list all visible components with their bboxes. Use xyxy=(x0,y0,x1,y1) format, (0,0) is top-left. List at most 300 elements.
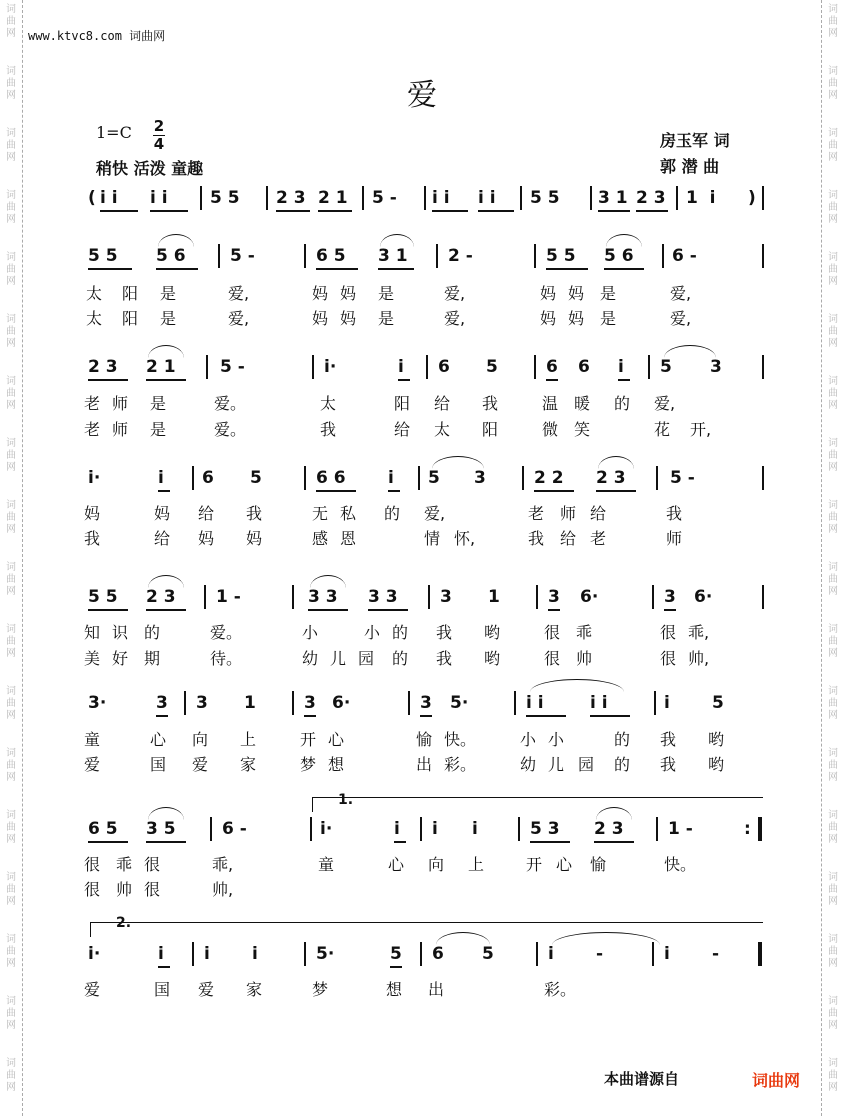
intro-paren-close: ) xyxy=(748,188,756,208)
watermark-glyph: 曲 xyxy=(6,636,16,647)
note: i i xyxy=(590,693,608,713)
watermark-glyph: 网 xyxy=(6,958,16,969)
watermark-glyph: 曲 xyxy=(828,264,838,275)
lyric: 给 xyxy=(560,529,577,548)
lyric: 很 xyxy=(544,649,561,668)
lyric: 幼 xyxy=(520,755,537,774)
staff-row-4 xyxy=(0,587,844,607)
watermark-glyph: 曲 xyxy=(828,822,838,833)
footer-brand-logo[interactable]: 词曲网 xyxy=(752,1071,801,1090)
note: 6 xyxy=(578,357,590,377)
watermark-glyph: 曲 xyxy=(828,140,838,151)
lyric: 爱, xyxy=(654,394,676,413)
watermark-glyph: 词 xyxy=(828,128,838,139)
lyric: 师 xyxy=(112,394,129,413)
note: 5 - xyxy=(220,357,245,377)
watermark-glyph: 网 xyxy=(6,834,16,845)
watermark-glyph: 曲 xyxy=(6,574,16,585)
watermark-glyph: 词 xyxy=(6,500,16,511)
note: 3· xyxy=(88,693,107,713)
watermark-glyph: 网 xyxy=(6,710,16,721)
watermark-glyph: 网 xyxy=(828,1020,838,1031)
watermark-glyph: 网 xyxy=(828,1082,838,1093)
watermark-glyph: 词 xyxy=(6,686,16,697)
note: 6 xyxy=(546,357,558,377)
volta-2-bracket xyxy=(90,922,763,937)
note: 6 - xyxy=(222,819,247,839)
lyric: 是 xyxy=(150,420,167,439)
repeat-sign: : xyxy=(744,819,751,839)
note: 5 3 xyxy=(530,819,560,839)
note: 2 3 xyxy=(88,357,118,377)
watermark-glyph: 词 xyxy=(828,438,838,449)
footer-source-note: 本曲谱源自 xyxy=(604,1070,680,1088)
lyric: 帅 xyxy=(116,880,133,899)
note: i xyxy=(158,468,164,488)
staff-row-5 xyxy=(0,693,844,713)
lyric: 帅, xyxy=(688,649,710,668)
lyric: 爱。 xyxy=(214,420,247,439)
note: 3 xyxy=(710,357,722,377)
note: 5 5 xyxy=(88,587,118,607)
note: 5· xyxy=(316,944,335,964)
watermark-glyph: 网 xyxy=(828,462,838,473)
staff-row-3 xyxy=(0,468,844,488)
lyric: 恩 xyxy=(340,529,357,548)
watermark-glyph: 网 xyxy=(6,524,16,535)
lyric: 哟 xyxy=(708,755,725,774)
watermark-glyph: 曲 xyxy=(6,946,16,957)
lyric: 妈 xyxy=(312,284,329,303)
lyric: 帅, xyxy=(212,880,234,899)
watermark-glyph: 词 xyxy=(6,4,16,15)
note: i xyxy=(618,357,624,377)
watermark-glyph: 网 xyxy=(828,152,838,163)
tempo-marking: 稍快 活泼 童趣 xyxy=(96,159,204,178)
intro-paren-open: ( xyxy=(88,188,96,208)
lyric: 小 xyxy=(520,730,537,749)
note: 3 xyxy=(156,693,168,713)
lyric: 想 xyxy=(386,980,403,999)
lyric: 乖 xyxy=(576,623,593,642)
lyric: 国 xyxy=(154,980,171,999)
note: i xyxy=(394,819,400,839)
lyric: 心 xyxy=(556,855,573,874)
lyric: 妈 xyxy=(568,284,585,303)
note: i i xyxy=(100,188,118,208)
note: i xyxy=(664,693,670,713)
song-title: 爱 xyxy=(407,78,437,113)
lyric: 国 xyxy=(150,755,167,774)
note: 2 - xyxy=(448,246,473,266)
watermark-glyph: 词 xyxy=(828,934,838,945)
note: 3 3 xyxy=(308,587,338,607)
watermark-glyph: 曲 xyxy=(828,946,838,957)
volta-2-label: 2. xyxy=(116,915,132,931)
lyric: 是 xyxy=(150,394,167,413)
note: 2 2 xyxy=(534,468,564,488)
lyric: 无 xyxy=(312,504,329,523)
lyric: 出 xyxy=(416,755,433,774)
lyric: 爱 xyxy=(192,755,209,774)
note: 1 i xyxy=(686,188,716,208)
watermark-glyph: 词 xyxy=(6,748,16,759)
lyric: 很 xyxy=(660,623,677,642)
watermark-glyph: 词 xyxy=(6,190,16,201)
note: 2 3 xyxy=(596,468,626,488)
lyric: 童 xyxy=(318,855,335,874)
note: i· xyxy=(88,944,101,964)
lyric: 园 xyxy=(358,649,375,668)
lyric: 太 xyxy=(320,394,337,413)
lyric: 阳 xyxy=(122,284,139,303)
note: 1 xyxy=(244,693,256,713)
note: 3 xyxy=(548,587,560,607)
lyric: 老 xyxy=(528,504,545,523)
lyric: 开 xyxy=(526,855,543,874)
note: 2 3 xyxy=(636,188,666,208)
watermark-glyph: 网 xyxy=(6,896,16,907)
lyric-row-3a xyxy=(0,504,844,523)
lyric: 心 xyxy=(388,855,405,874)
watermark-glyph: 网 xyxy=(828,958,838,969)
key-signature: 1=C xyxy=(96,123,132,142)
lyric: 我 xyxy=(660,730,677,749)
lyric-row-2b xyxy=(0,420,844,439)
lyric: 给 xyxy=(434,394,451,413)
lyric: 哟 xyxy=(484,623,501,642)
staff-row-7 xyxy=(0,944,844,964)
watermark-glyph: 网 xyxy=(828,648,838,659)
lyric: 想 xyxy=(328,755,345,774)
watermark-glyph: 曲 xyxy=(6,202,16,213)
lyric: 上 xyxy=(240,730,257,749)
lyric: 开 xyxy=(300,730,317,749)
note: 2 3 xyxy=(276,188,306,208)
lyric: 心 xyxy=(150,730,167,749)
lyric: 给 xyxy=(590,504,607,523)
lyric: 爱, xyxy=(424,504,446,523)
watermark-glyph: 词 xyxy=(6,996,16,1007)
lyric: 家 xyxy=(240,755,257,774)
note: i· xyxy=(88,468,101,488)
watermark-glyph: 曲 xyxy=(828,388,838,399)
watermark-glyph: 网 xyxy=(828,772,838,783)
note: 5 6 xyxy=(604,246,634,266)
watermark-glyph: 词 xyxy=(6,252,16,263)
lyric: 妈 xyxy=(198,529,215,548)
note: i xyxy=(548,944,554,964)
note: - xyxy=(712,944,720,964)
lyric: 出 xyxy=(428,980,445,999)
lyric: 梦 xyxy=(300,755,317,774)
watermark-glyph: 词 xyxy=(828,562,838,573)
lyric: 向 xyxy=(428,855,445,874)
watermark-glyph: 曲 xyxy=(6,450,16,461)
note: i xyxy=(204,944,210,964)
lyric: 爱 xyxy=(198,980,215,999)
lyric: 情 xyxy=(424,529,441,548)
watermark-glyph: 词 xyxy=(6,934,16,945)
lyric: 我 xyxy=(666,504,683,523)
note: 2 1 xyxy=(146,357,176,377)
note: 3 3 xyxy=(368,587,398,607)
watermark-glyph: 网 xyxy=(828,276,838,287)
lyric: 童 xyxy=(84,730,101,749)
lyric: 师 xyxy=(112,420,129,439)
lyric: 的 xyxy=(144,623,161,642)
watermark-glyph: 网 xyxy=(6,1082,16,1093)
lyric: 园 xyxy=(578,755,595,774)
note: i xyxy=(398,357,404,377)
staff-row-6 xyxy=(0,819,844,839)
site-watermark[interactable]: www.ktvc8.com 词曲网 xyxy=(28,29,166,43)
watermark-glyph: 网 xyxy=(828,896,838,907)
watermark-glyph: 词 xyxy=(6,1058,16,1069)
lyric: 是 xyxy=(378,284,395,303)
watermark-glyph: 曲 xyxy=(828,636,838,647)
lyric: 好 xyxy=(112,649,129,668)
note: 5 5 xyxy=(210,188,240,208)
left-watermark-strip xyxy=(0,0,23,1116)
lyric: 彩。 xyxy=(544,980,577,999)
lyric: 儿 xyxy=(330,649,347,668)
time-top: 2 xyxy=(153,117,165,135)
watermark-glyph: 网 xyxy=(6,586,16,597)
watermark-glyph: 网 xyxy=(6,772,16,783)
lyric: 快。 xyxy=(444,730,477,749)
lyric: 温 xyxy=(542,394,559,413)
note: 5 6 xyxy=(156,246,186,266)
note: 5 xyxy=(390,944,402,964)
lyric: 老 xyxy=(84,420,101,439)
note: 5 xyxy=(482,944,494,964)
lyric: 太 xyxy=(434,420,451,439)
watermark-glyph: 词 xyxy=(828,810,838,821)
watermark-glyph: 曲 xyxy=(828,1070,838,1081)
lyric: 哟 xyxy=(484,649,501,668)
lyric: 微 xyxy=(542,420,559,439)
note: i xyxy=(664,944,670,964)
lyric: 爱。 xyxy=(210,623,243,642)
volta-1-bracket xyxy=(312,797,763,812)
lyric-row-1a xyxy=(0,284,844,303)
lyric: 太 xyxy=(86,309,103,328)
watermark-glyph: 词 xyxy=(6,624,16,635)
note: 2 3 xyxy=(594,819,624,839)
note: i xyxy=(252,944,258,964)
lyric: 幼 xyxy=(302,649,319,668)
watermark-glyph: 网 xyxy=(828,28,838,39)
note: 3 xyxy=(304,693,316,713)
lyric: 梦 xyxy=(312,980,329,999)
watermark-glyph: 曲 xyxy=(828,16,838,27)
note: 6 xyxy=(202,468,214,488)
note: 3 xyxy=(420,693,432,713)
watermark-glyph: 曲 xyxy=(6,140,16,151)
lyric: 是 xyxy=(600,309,617,328)
watermark-glyph: 词 xyxy=(6,66,16,77)
note: i i xyxy=(478,188,496,208)
note: 6 5 xyxy=(316,246,346,266)
watermark-glyph: 词 xyxy=(828,748,838,759)
lyric: 笑 xyxy=(574,420,591,439)
lyric: 很 xyxy=(84,855,101,874)
watermark-glyph: 网 xyxy=(6,90,16,101)
watermark-glyph: 词 xyxy=(828,624,838,635)
watermark-glyph: 曲 xyxy=(6,698,16,709)
watermark-glyph: 网 xyxy=(828,214,838,225)
watermark-glyph: 网 xyxy=(828,400,838,411)
lyric: 儿 xyxy=(548,755,565,774)
watermark-glyph: 曲 xyxy=(828,698,838,709)
lyric: 我 xyxy=(436,649,453,668)
watermark-glyph: 网 xyxy=(6,214,16,225)
note: 6 6 xyxy=(316,468,346,488)
note: i xyxy=(388,468,394,488)
lyric: 阳 xyxy=(482,420,499,439)
note: 3 xyxy=(664,587,676,607)
watermark-glyph: 曲 xyxy=(6,512,16,523)
lyric: 爱, xyxy=(670,309,692,328)
lyric: 阳 xyxy=(394,394,411,413)
lyric: 暖 xyxy=(574,394,591,413)
note: 6· xyxy=(694,587,713,607)
lyric-row-3b xyxy=(0,529,844,548)
note: 2 3 xyxy=(146,587,176,607)
lyric: 美 xyxy=(84,649,101,668)
lyric: 妈 xyxy=(340,284,357,303)
staff-row-1 xyxy=(0,246,844,266)
watermark-glyph: 曲 xyxy=(6,822,16,833)
watermark-glyph: 词 xyxy=(828,996,838,1007)
lyric: 妈 xyxy=(540,284,557,303)
note: i· xyxy=(320,819,333,839)
note: 1 - xyxy=(216,587,241,607)
lyric-row-6a xyxy=(0,855,844,874)
lyric: 爱, xyxy=(444,309,466,328)
watermark-glyph: 网 xyxy=(828,586,838,597)
lyric: 愉 xyxy=(590,855,607,874)
note: i xyxy=(432,819,438,839)
note: 5 xyxy=(712,693,724,713)
note: 2 1 xyxy=(318,188,348,208)
watermark-glyph: 曲 xyxy=(828,78,838,89)
lyric: 爱。 xyxy=(214,394,247,413)
intro-row xyxy=(0,188,844,208)
lyric: 私 xyxy=(340,504,357,523)
composer: 郭 潜 曲 xyxy=(660,157,720,176)
lyric: 乖 xyxy=(116,855,133,874)
watermark-glyph: 网 xyxy=(828,710,838,721)
lyric: 师 xyxy=(666,529,683,548)
note: 5 - xyxy=(230,246,255,266)
note: 6· xyxy=(580,587,599,607)
lyric: 是 xyxy=(160,284,177,303)
watermark-glyph: 词 xyxy=(6,314,16,325)
watermark-glyph: 网 xyxy=(828,834,838,845)
watermark-glyph: 词 xyxy=(6,376,16,387)
note: i· xyxy=(324,357,337,377)
watermark-glyph: 词 xyxy=(828,686,838,697)
watermark-glyph: 词 xyxy=(828,190,838,201)
lyric: 小 xyxy=(302,623,319,642)
watermark-glyph: 曲 xyxy=(6,78,16,89)
lyric: 太 xyxy=(86,284,103,303)
note: 5 xyxy=(250,468,262,488)
note: i i xyxy=(432,188,450,208)
lyric: 的 xyxy=(392,649,409,668)
watermark-glyph: 词 xyxy=(828,376,838,387)
lyric: 向 xyxy=(192,730,209,749)
note: 5 5 xyxy=(546,246,576,266)
lyric: 给 xyxy=(154,529,171,548)
watermark-glyph: 曲 xyxy=(828,450,838,461)
lyric: 知 xyxy=(84,623,101,642)
note: 5· xyxy=(450,693,469,713)
note: 1 - xyxy=(668,819,693,839)
watermark-glyph: 词 xyxy=(6,438,16,449)
watermark-glyph: 曲 xyxy=(6,884,16,895)
lyric: 怀, xyxy=(454,529,476,548)
lyric: 给 xyxy=(394,420,411,439)
lyric: 我 xyxy=(436,623,453,642)
lyric: 爱, xyxy=(228,309,250,328)
lyric: 小 xyxy=(548,730,565,749)
lyric: 爱, xyxy=(670,284,692,303)
note: 6 xyxy=(432,944,444,964)
watermark-glyph: 词 xyxy=(6,128,16,139)
lyric: 我 xyxy=(246,504,263,523)
note: 5 - xyxy=(670,468,695,488)
lyric: 很 xyxy=(144,880,161,899)
lyric-row-4a xyxy=(0,623,844,642)
lyric-row-5b xyxy=(0,755,844,774)
lyric: 妈 xyxy=(540,309,557,328)
lyric: 老 xyxy=(84,394,101,413)
lyric: 爱, xyxy=(444,284,466,303)
note: 5 xyxy=(486,357,498,377)
staff-row-2 xyxy=(0,357,844,377)
lyric: 妈 xyxy=(340,309,357,328)
note: 3 xyxy=(474,468,486,488)
lyric: 很 xyxy=(660,649,677,668)
watermark-glyph: 词 xyxy=(828,314,838,325)
lyric: 开, xyxy=(690,420,712,439)
time-signature xyxy=(153,118,165,153)
note: 3 xyxy=(440,587,452,607)
lyric: 帅 xyxy=(576,649,593,668)
lyric: 期 xyxy=(144,649,161,668)
watermark-glyph: 曲 xyxy=(6,388,16,399)
lyric-row-4b xyxy=(0,649,844,668)
lyric-row-6b xyxy=(0,880,844,899)
note: i i xyxy=(150,188,168,208)
watermark-glyph: 曲 xyxy=(828,202,838,213)
lyric: 的 xyxy=(614,755,631,774)
lyric: 哟 xyxy=(708,730,725,749)
watermark-glyph: 曲 xyxy=(6,16,16,27)
watermark-glyph: 网 xyxy=(6,400,16,411)
lyric: 愉 xyxy=(416,730,433,749)
lyric: 是 xyxy=(160,309,177,328)
lyric: 感 xyxy=(312,529,329,548)
lyric: 我 xyxy=(528,529,545,548)
time-bottom: 4 xyxy=(153,135,165,153)
watermark-glyph: 词 xyxy=(6,872,16,883)
watermark-glyph: 曲 xyxy=(828,884,838,895)
lyric: 彩。 xyxy=(444,755,477,774)
